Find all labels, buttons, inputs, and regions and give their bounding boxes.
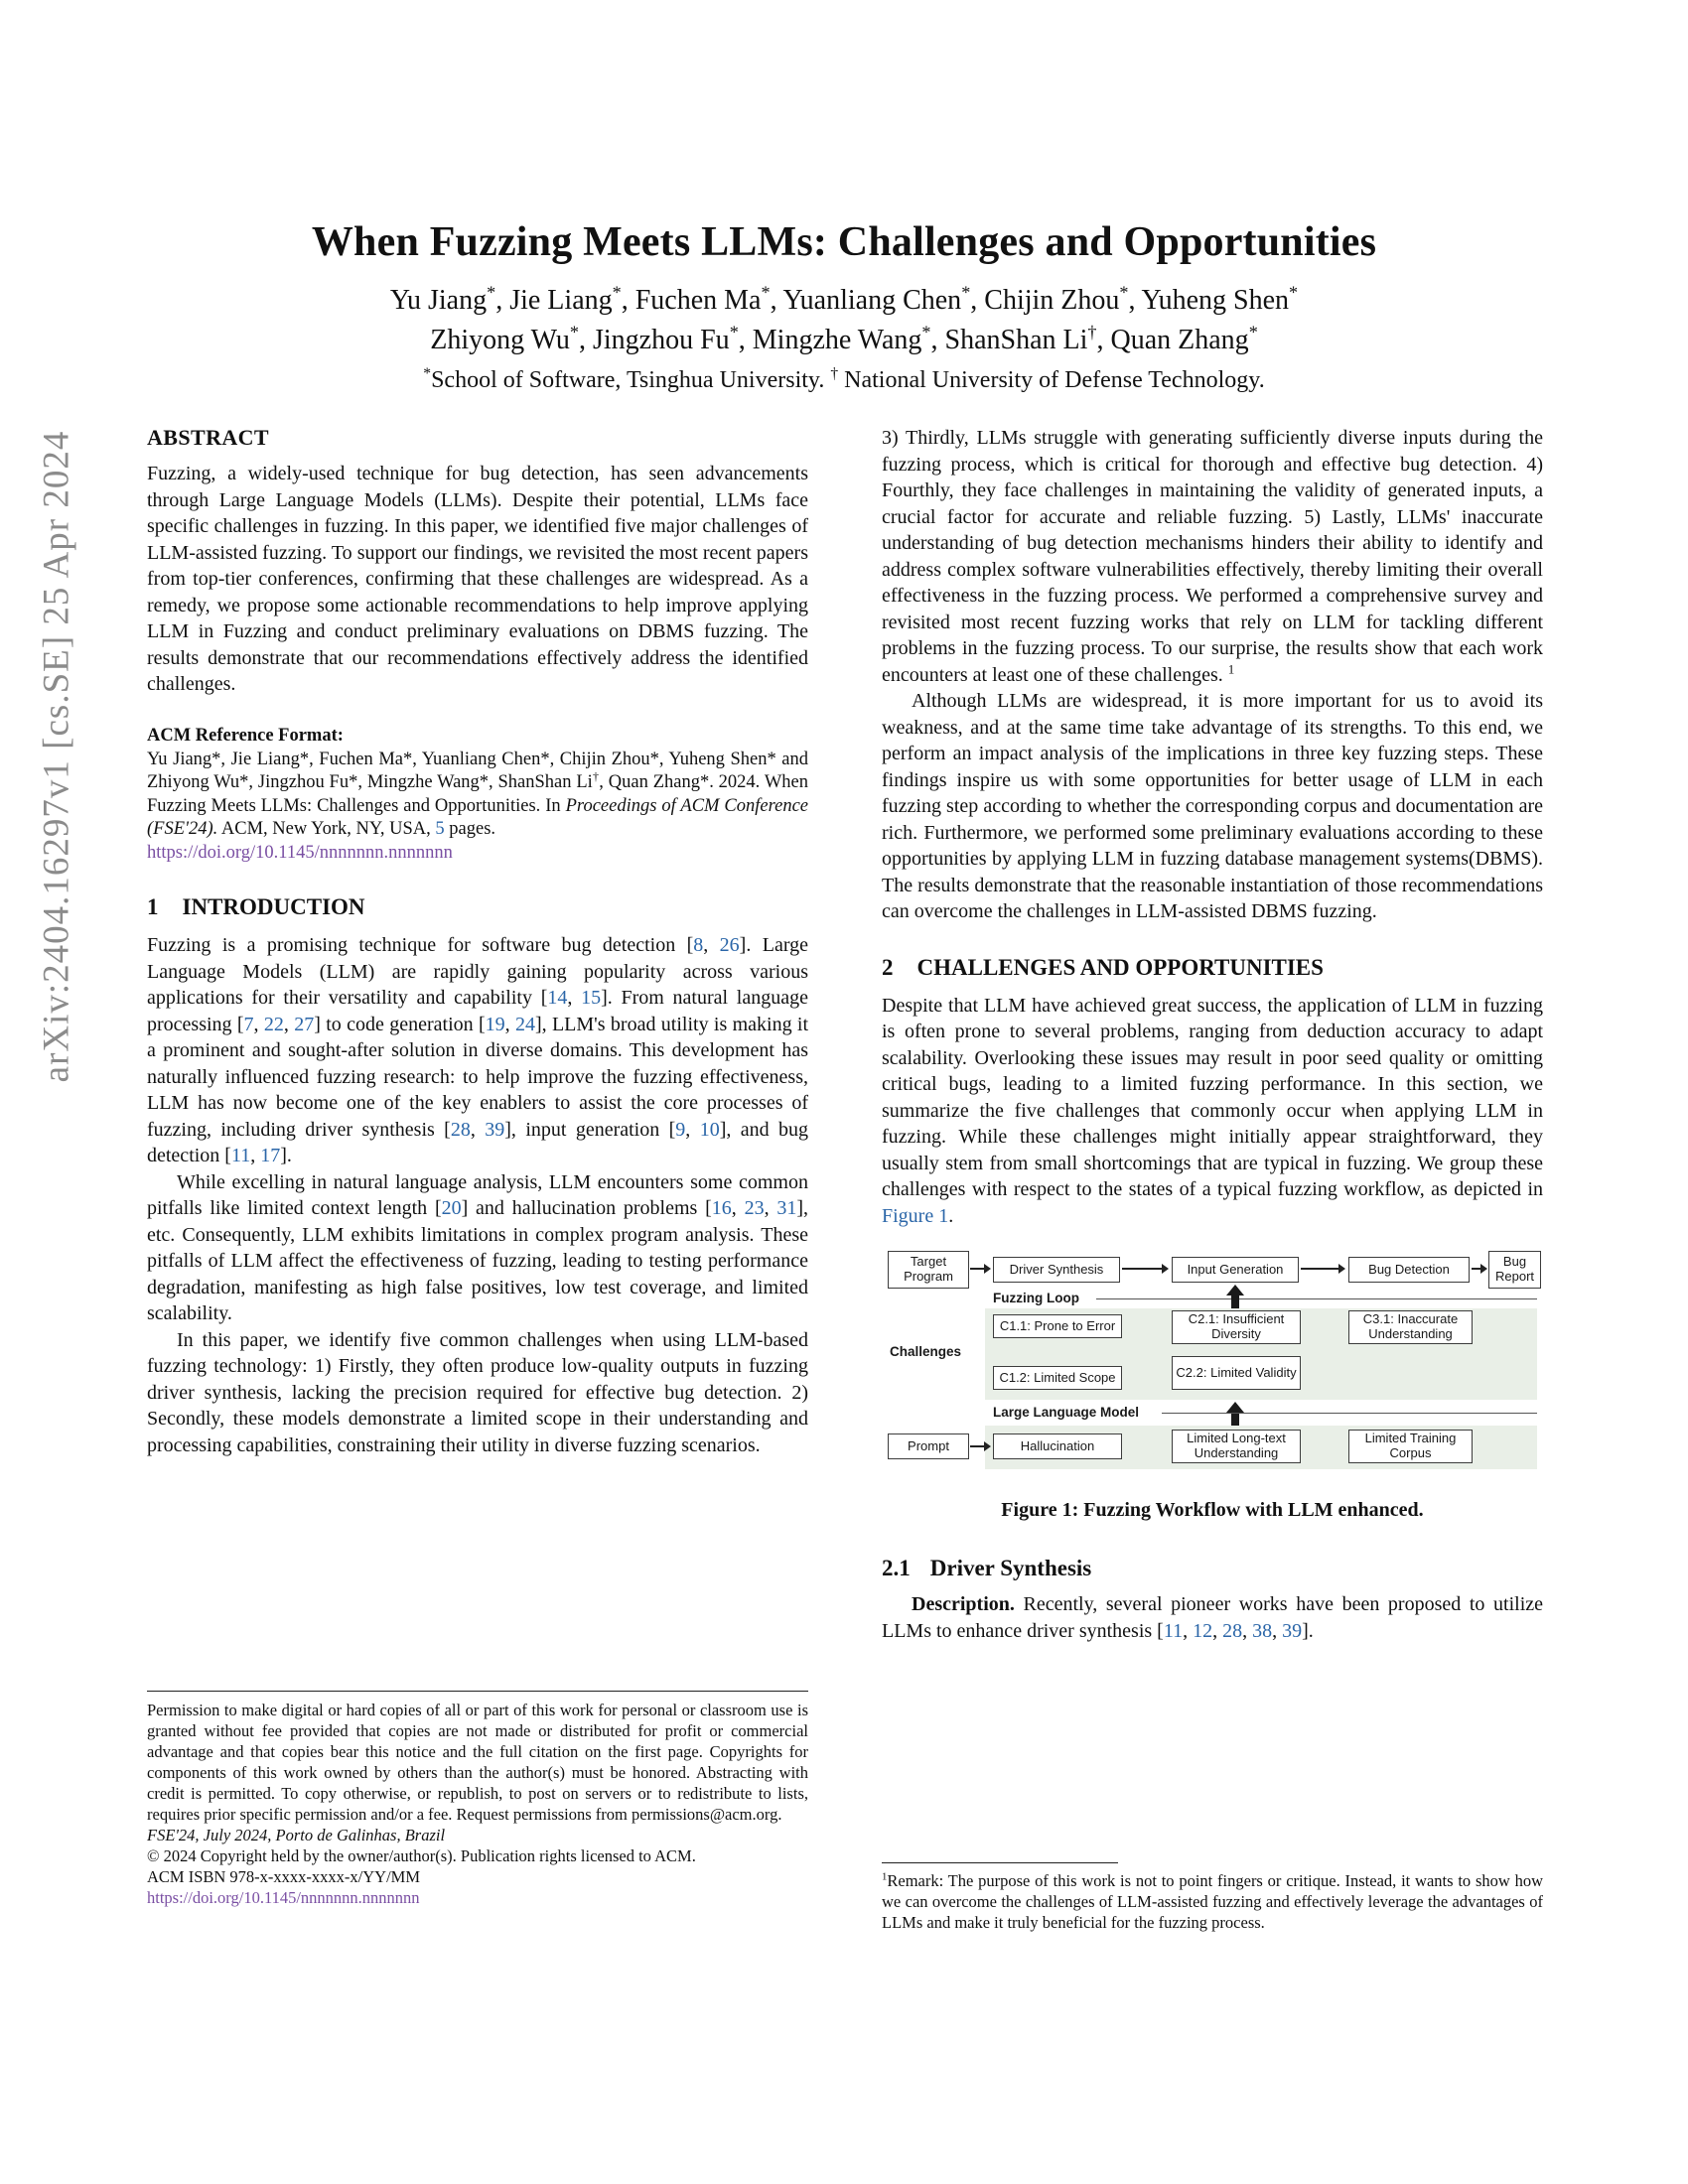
fig-box-driver-synthesis: Driver Synthesis xyxy=(993,1257,1120,1283)
text-segment: ], input generation [ xyxy=(504,1118,676,1141)
fig-box-c11: C1.1: Prone to Error xyxy=(993,1314,1122,1338)
text-segment: ] to code generation [ xyxy=(314,1013,486,1035)
paper-title: When Fuzzing Meets LLMs: Challenges and Opportunities xyxy=(311,219,1377,265)
text-segment: ACM, New York, NY, USA, xyxy=(217,819,436,839)
citation-link[interactable]: 5 xyxy=(435,819,445,839)
fuzzing-loop-rule xyxy=(1096,1298,1537,1299)
text-segment: , Yuheng Shen xyxy=(1128,285,1290,316)
fig-box-target-program: Target Program xyxy=(888,1251,969,1289)
footnote-rule xyxy=(882,1862,1118,1863)
text-segment: , xyxy=(283,1013,295,1035)
text-segment: Fuzzing is a promising technique for software bug detection [ xyxy=(147,934,694,956)
citation-link[interactable]: 12 xyxy=(1193,1619,1213,1642)
citation-link[interactable]: 14 xyxy=(547,987,568,1009)
text-segment: , Jingzhou Fu xyxy=(579,325,730,355)
up-arrow-stem xyxy=(1231,1412,1239,1426)
citation-link[interactable]: 28 xyxy=(1222,1619,1243,1642)
left-column xyxy=(147,425,808,1458)
fuzzing-loop-label: Fuzzing Loop xyxy=(993,1291,1079,1305)
citation-link[interactable]: 10 xyxy=(699,1118,720,1141)
remark-footnote xyxy=(882,1862,1543,1933)
flow-arrow xyxy=(1301,1268,1338,1270)
section-1-number: 1 xyxy=(147,894,159,919)
text-segment: , xyxy=(250,1145,261,1166)
text-segment: , xyxy=(1183,1619,1194,1642)
remark-text xyxy=(882,1870,1543,1933)
venue-line: FSE'24, July 2024, Porto de Galinhas, Brazil xyxy=(147,1826,446,1844)
text-segment: Yu Jiang xyxy=(389,285,488,316)
url-link[interactable]: https://doi.org/10.1145/nnnnnnn.nnnnnnn xyxy=(147,842,453,863)
text-segment: † xyxy=(830,365,839,382)
citation-link[interactable]: 15 xyxy=(581,987,602,1009)
intro-paragraph-2 xyxy=(147,1169,808,1327)
text-segment: ]. Large Language Models (LLM) are rapidly gaining popularity across various applications for their versatility and capability [ xyxy=(147,934,809,1009)
fig-box-c21: C2.1: Insufficient Diversity xyxy=(1172,1310,1301,1344)
text-segment: School of Software, Tsinghua University. xyxy=(431,367,831,393)
text-segment: While excelling in natural language analysis, LLM encounters some common pitfalls like limited context length [ xyxy=(147,1170,808,1219)
section-2-heading xyxy=(882,955,1543,981)
text-segment: Description. xyxy=(912,1593,1015,1615)
section-2-paragraph-1 xyxy=(882,993,1543,1230)
fig-box-c22: C2.2: Limited Validity xyxy=(1172,1356,1301,1390)
flow-arrow xyxy=(1472,1268,1480,1270)
citation-link[interactable]: 27 xyxy=(294,1013,315,1035)
text-segment: , xyxy=(504,1013,515,1035)
text-segment: * xyxy=(729,322,739,342)
text-segment: * xyxy=(1289,282,1299,303)
citation-link[interactable]: 20 xyxy=(441,1197,462,1219)
text-segment: * xyxy=(612,282,622,303)
section-2-title: CHALLENGES AND OPPORTUNITIES xyxy=(916,954,1324,980)
citation-link[interactable]: 19 xyxy=(485,1013,505,1035)
citation-link[interactable]: 9 xyxy=(675,1118,686,1141)
section-2-number: 2 xyxy=(882,954,894,980)
citation-link[interactable]: 22 xyxy=(263,1013,284,1035)
text-segment: , Quan Zhang*. 2024. When Fuzzing Meets LLMs: Challenges and Opportunities. In xyxy=(147,772,809,816)
citation-link[interactable]: 17 xyxy=(260,1145,281,1166)
citation-link[interactable]: 11 xyxy=(1163,1619,1184,1642)
text-segment: * xyxy=(961,282,971,303)
fig-box-limited-corpus: Limited Training Corpus xyxy=(1348,1430,1473,1463)
permission-text: Permission to make digital or hard copies of all or part of this work for personal or classroom use is granted without fee provided that copies are not made or distributed for profit or commercial advantage and that copies bear this notice and the full citation on the first page. Copyrights for components of this work owned by others than the author(s) must be honored. Abstracting with credit is permitted. To copy otherwise, or republish, to post on servers or to redistribute to lists, requires prior specific permission and/or a fee. Request permissions from permissions@acm.org. xyxy=(147,1701,808,1824)
text-segment: , Fuchen Ma xyxy=(621,285,762,316)
llm-rule xyxy=(1162,1413,1537,1414)
figure-ref-link[interactable]: Figure 1 xyxy=(882,1204,949,1227)
citation-link[interactable]: 8 xyxy=(693,934,704,956)
copyright-line: © 2024 Copyright held by the owner/author(s). Publication rights licensed to ACM. xyxy=(147,1846,696,1865)
description-paragraph xyxy=(882,1591,1543,1644)
fig-box-prompt: Prompt xyxy=(888,1433,969,1459)
text-segment: Recently, several pioneer works have been proposed to utilize LLMs to enhance driver synthesis [ xyxy=(882,1593,1543,1642)
text-segment: , xyxy=(253,1013,264,1035)
text-segment: † xyxy=(592,768,600,783)
citation-link[interactable]: 7 xyxy=(243,1013,254,1035)
text-segment: * xyxy=(1119,282,1129,303)
authors-line-2 xyxy=(0,322,1688,359)
citation-link[interactable]: 39 xyxy=(1282,1619,1303,1642)
text-segment: , xyxy=(703,934,720,956)
text-segment: ] and hallucination problems [ xyxy=(461,1197,712,1219)
isbn-line: ACM ISBN 978-x-xxxx-xxxx-x/YY/MM xyxy=(147,1867,421,1886)
text-segment: * xyxy=(487,282,496,303)
citation-link[interactable]: 11 xyxy=(230,1145,251,1166)
fig-box-c31: C3.1: Inaccurate Understanding xyxy=(1348,1310,1473,1344)
text-segment: , xyxy=(567,987,582,1009)
citation-link[interactable]: 23 xyxy=(744,1197,765,1219)
text-segment: . xyxy=(948,1204,954,1227)
text-segment: , Quan Zhang xyxy=(1096,325,1249,355)
text-segment: * xyxy=(1248,322,1258,342)
fig-box-bug-report: Bug Report xyxy=(1488,1251,1541,1289)
text-segment: * xyxy=(761,282,771,303)
text-segment: Zhiyong Wu xyxy=(430,325,570,355)
fig-box-c12: C1.2: Limited Scope xyxy=(993,1366,1122,1390)
text-segment: , ShanShan Li xyxy=(930,325,1088,355)
abstract-heading: ABSTRACT xyxy=(147,425,270,450)
acm-reference-heading: ACM Reference Format: xyxy=(147,725,344,746)
text-segment: Despite that LLM have achieved great success, the application of LLM in fuzzing is often prone to several problems, ranging from deduction accuracy to adapt scalability. Overlooking these issues may result in poor seed quality or omitting critical bugs, leading to a limited fuzzing performance. In this section, we summarize the five challenges that commonly occur when applying LLM in fuzzing. While these challenges might initially appear straightforward, they usually stem from small shortcomings that are typical in fuzzing. We group these challenges with respect to the states of a typical fuzzing workflow, as depicted in xyxy=(882,994,1543,1200)
section-2-1-number: 2.1 xyxy=(882,1556,911,1580)
flow-arrow xyxy=(970,1268,984,1270)
citation-link[interactable]: 16 xyxy=(711,1197,732,1219)
text-segment: , Mingzhe Wang xyxy=(738,325,922,355)
text-segment: , Chijin Zhou xyxy=(970,285,1120,316)
text-segment: , xyxy=(731,1197,745,1219)
fig-box-limited-longtext: Limited Long-text Understanding xyxy=(1172,1430,1301,1463)
section-1-title: INTRODUCTION xyxy=(182,894,365,919)
paper-header xyxy=(0,218,1688,394)
section-2-1-heading xyxy=(882,1556,1543,1581)
citation-link[interactable]: 38 xyxy=(1252,1619,1273,1642)
text-segment: , xyxy=(1242,1619,1253,1642)
acm-reference-text xyxy=(147,749,808,866)
citation-link[interactable]: 24 xyxy=(514,1013,535,1035)
text-segment: National University of Defense Technology. xyxy=(838,367,1265,393)
affiliations xyxy=(0,367,1688,394)
challenges-label: Challenges xyxy=(890,1344,962,1359)
citation-link[interactable]: 31 xyxy=(776,1197,797,1219)
flow-arrow xyxy=(1122,1268,1162,1270)
copyright-block xyxy=(147,1691,808,1908)
intro-paragraph-4 xyxy=(882,425,1543,688)
arxiv-watermark: arXiv:2404.16297v1 [cs.SE] 25 Apr 2024 xyxy=(36,430,77,1083)
footnote-rule xyxy=(147,1691,808,1692)
flow-arrow xyxy=(970,1445,984,1447)
citation-link[interactable]: 28 xyxy=(450,1118,471,1141)
intro-paragraph-3: In this paper, we identify five common challenges when using LLM-based fuzzing technology: 1) Firstly, they often produce low-quality outputs in fuzzing driver synthesis, lacking the precision required for effective bug detection. 2) Secondly, these models demonstrate a limited scope in their understanding and processing capabilities, constraining their utility in diverse fuzzing scenarios. xyxy=(147,1328,808,1456)
doi-link[interactable]: https://doi.org/10.1145/nnnnnnn.nnnnnnn xyxy=(147,1888,420,1907)
text-segment: * xyxy=(569,322,579,342)
text-segment: 1 xyxy=(1227,660,1235,676)
intro-paragraph-1 xyxy=(147,932,808,1169)
text-segment: ]. xyxy=(280,1145,292,1166)
text-segment: ], and bug detection [ xyxy=(147,1118,809,1166)
text-segment: , xyxy=(470,1118,486,1141)
fig-box-bug-detection: Bug Detection xyxy=(1348,1257,1470,1283)
text-segment: , Jie Liang xyxy=(495,285,613,316)
text-segment: , xyxy=(764,1197,777,1219)
right-column xyxy=(882,425,1543,1644)
text-segment: 1 xyxy=(882,1870,888,1883)
text-segment: Yu Jiang*, Jie Liang*, Fuchen Ma*, Yuanliang Chen*, Chijin Zhou*, Yuheng Shen* and Zhiyong Wu*, Jingzhou Fu*, Mingzhe Wang*, ShanShan Li xyxy=(147,749,808,792)
llm-label: Large Language Model xyxy=(993,1405,1140,1420)
text-segment: ]. From natural language processing [ xyxy=(147,987,808,1035)
citation-link[interactable]: 26 xyxy=(719,934,740,956)
authors-line-1 xyxy=(0,282,1688,320)
section-1-heading xyxy=(147,894,808,920)
text-segment: , Yuanliang Chen xyxy=(770,285,962,316)
text-segment: * xyxy=(921,322,931,342)
text-segment: pages. xyxy=(444,819,496,839)
section-2-1-title: Driver Synthesis xyxy=(929,1556,1092,1580)
text-segment: † xyxy=(1087,322,1097,342)
citation-link[interactable]: 39 xyxy=(485,1118,505,1141)
fig-box-input-generation: Input Generation xyxy=(1172,1257,1299,1283)
text-segment: * xyxy=(423,365,432,382)
text-segment: Proceedings of ACM Conference (FSE'24). xyxy=(147,795,808,839)
text-segment: ], etc. Consequently, LLM exhibits limitations in complex program analysis. These pitfalls of LLM affect the effectiveness of fuzzing, leading to testing performance degradation, manifesting as high false positives, low test coverage, and limited scalability. xyxy=(147,1197,809,1324)
text-segment: , xyxy=(1272,1619,1283,1642)
figure1-diagram xyxy=(882,1251,1543,1473)
intro-paragraph-5: Although LLMs are widespread, it is more important for us to avoid its weakness, and at the same time take advantage of its strengths. To this end, we perform an impact analysis of the implications in three key fuzzing steps. These findings inspire us with some opportunities for better usage of LLM in each fuzzing step according to whether the corresponding corpus and documentation are rich. Furthermore, we performed some preliminary evaluations according to these opportunities by applying LLM in fuzzing database management systems(DBMS). The results demonstrate that the reasonable instantiation of those recommendations can overcome the challenges in LLM-assisted DBMS fuzzing. xyxy=(882,690,1543,922)
figure1-caption: Figure 1: Fuzzing Workflow with LLM enhanced. xyxy=(1001,1499,1424,1521)
text-segment: , xyxy=(1212,1619,1223,1642)
text-segment: 3) Thirdly, LLMs struggle with generating sufficiently diverse inputs during the fuzzing process, which is critical for thorough and effective bug detection. 4) Fourthly, they face challenges in maintaining the validity of generated inputs, a crucial factor for accurate and reliable fuzzing. 5) Lastly, LLMs' inaccurate understanding of bug detection mechanisms hinders their ability to identify and address complex software vulnerabilities effectively, thereby limiting their overall effectiveness in the fuzzing process. We performed a comprehensive survey and revisited most recent fuzzing works that rely on LLM for tackling different problems in the fuzzing process. To our surprise, the results show that each work encounters at least one of these challenges. xyxy=(882,427,1543,686)
up-arrow-stem xyxy=(1231,1295,1239,1308)
abstract-text: Fuzzing, a widely-used technique for bug detection, has seen advancements through Large Language Models (LLMs). Despite their potential, LLMs face specific challenges in fuzzing. In this paper, we identified five major challenges of LLM-assisted fuzzing. To support our findings, we revisited the most recent papers from top-tier conferences, confirming that these challenges are widespread. As a remedy, we propose some actionable recommendations to help improve applying LLM in Fuzzing and conduct preliminary evaluations on DBMS fuzzing. The results demonstrate that our recommendations effectively address the identified challenges. xyxy=(147,463,808,695)
text-segment: , xyxy=(685,1118,700,1141)
text-segment: ]. xyxy=(1302,1619,1314,1642)
text-segment: Remark: The purpose of this work is not to point fingers or critique. Instead, it wants to show how we can overcome the challenges of LLM-assisted fuzzing and effectively leverage the advantages of LLMs and make it truly beneficial for the fuzzing process. xyxy=(882,1871,1543,1932)
fig-box-hallucination: Hallucination xyxy=(993,1433,1122,1459)
text-segment: ], LLM's broad utility is making it a prominent and sought-after solution in diverse domains. This development has naturally influenced fuzzing research: to help improve the fuzzing effectiveness, LLM has now become one of the key enablers to assist the core processes of fuzzing, including driver synthesis [ xyxy=(147,1013,809,1141)
